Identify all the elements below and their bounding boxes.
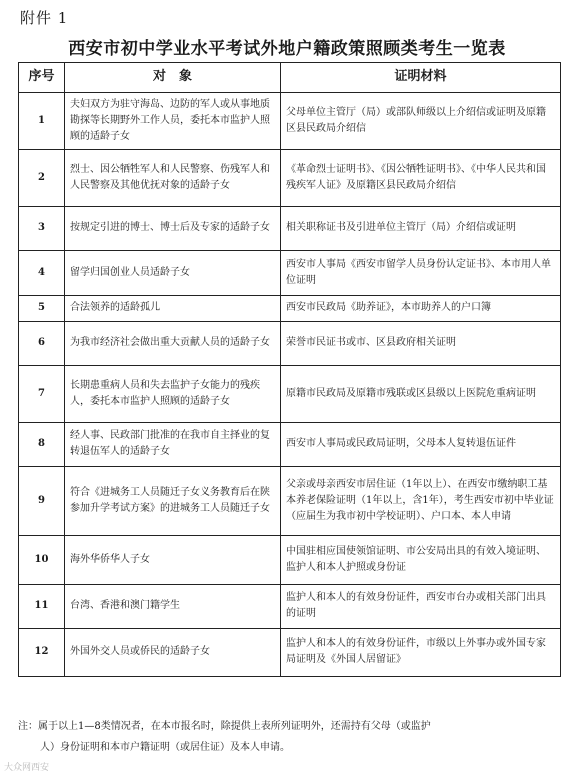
header-target: 对 象 bbox=[65, 63, 281, 93]
row-proof: 监护人和本人的有效身份证件，市级以上外事办或外国专家局证明及《外国人居留证》 bbox=[281, 628, 561, 676]
row-number: 3 bbox=[19, 206, 65, 250]
table-row bbox=[19, 422, 561, 466]
table-row bbox=[19, 206, 561, 250]
row-proof: 西安市民政局《助养证》，本市助养人的户口簿 bbox=[281, 295, 561, 321]
row-target: 按规定引进的博士、博士后及专家的适龄子女 bbox=[65, 206, 281, 250]
row-proof: 西安市人事局或民政局证明，父母本人复转退伍证件 bbox=[281, 422, 561, 466]
row-proof: 中国驻相应国使领馆证明、市公安局出具的有效入境证明、监护人和本人护照或身份证 bbox=[281, 535, 561, 584]
table-row bbox=[19, 628, 561, 676]
table-row bbox=[19, 295, 561, 321]
table-row bbox=[19, 365, 561, 422]
row-number: 9 bbox=[19, 466, 65, 535]
table-row bbox=[19, 535, 561, 584]
table-row bbox=[19, 466, 561, 535]
row-number: 5 bbox=[19, 295, 65, 321]
attachment-label: 附件 1 bbox=[20, 9, 69, 27]
row-number: 7 bbox=[19, 365, 65, 422]
row-target: 长期患重病人员和失去监护子女能力的残疾人，委托本市监护人照顾的适龄子女 bbox=[65, 365, 281, 422]
table-row bbox=[19, 321, 561, 365]
row-number: 11 bbox=[19, 584, 65, 628]
row-number: 10 bbox=[19, 535, 65, 584]
row-target: 为我市经济社会做出重大贡献人员的适龄子女 bbox=[65, 321, 281, 365]
row-number: 6 bbox=[19, 321, 65, 365]
row-target: 台湾、香港和澳门籍学生 bbox=[65, 584, 281, 628]
table-row bbox=[19, 92, 561, 149]
row-proof: 相关职称证书及引进单位主管厅（局）介绍信或证明 bbox=[281, 206, 561, 250]
row-target: 夫妇双方为驻守海岛、边防的军人或从事地质勘探等长期野外工作人员，委托本市监护人照顾的适龄子女 bbox=[65, 92, 281, 149]
row-target: 烈士、因公牺牲军人和人民警察、伤残军人和人民警察及其他优抚对象的适龄子女 bbox=[65, 149, 281, 206]
row-number: 2 bbox=[19, 149, 65, 206]
row-proof: 原籍市民政局及原籍市残联或区县级以上医院危重病证明 bbox=[281, 365, 561, 422]
row-target: 合法领养的适龄孤儿 bbox=[65, 295, 281, 321]
table-row bbox=[19, 584, 561, 628]
footnote-line-1: 注：属于以上1—8类情况者，在本市报名时，除提供上表所列证明外，还需持有父母（或监护 bbox=[18, 721, 431, 732]
row-proof: 父母单位主管厅（局）或部队师级以上介绍信或证明及原籍区县民政局介绍信 bbox=[281, 92, 561, 149]
header-number: 序号 bbox=[19, 63, 65, 93]
policy-table bbox=[18, 62, 561, 677]
watermark: 大众网西安 bbox=[4, 763, 50, 773]
row-number: 1 bbox=[19, 92, 65, 149]
footnote-line-2: 人）身份证明和本市户籍证明（或居住证）及本人申请。 bbox=[40, 742, 290, 753]
row-proof: 西安市人事局《西安市留学人员身份认定证书》、本市用人单位证明 bbox=[281, 250, 561, 295]
document-title: 西安市初中学业水平考试外地户籍政策照顾类考生一览表 bbox=[68, 39, 506, 59]
row-number: 12 bbox=[19, 628, 65, 676]
header-proof: 证明材料 bbox=[281, 63, 561, 93]
table-row bbox=[19, 149, 561, 206]
row-target: 外国外交人员或侨民的适龄子女 bbox=[65, 628, 281, 676]
row-proof: 《革命烈士证明书》、《因公牺牲证明书》、《中华人民共和国残疾军人证》及原籍区县民政局介绍信 bbox=[281, 149, 561, 206]
row-proof: 荣誉市民证书或市、区县政府相关证明 bbox=[281, 321, 561, 365]
row-proof: 监护人和本人的有效身份证件，西安市台办或相关部门出具的证明 bbox=[281, 584, 561, 628]
row-target: 经人事、民政部门批准的在我市自主择业的复转退伍军人的适龄子女 bbox=[65, 422, 281, 466]
row-number: 4 bbox=[19, 250, 65, 295]
footnote bbox=[18, 716, 558, 758]
row-target: 留学归国创业人员适龄子女 bbox=[65, 250, 281, 295]
row-proof: 父亲或母亲西安市居住证（1年以上）、在西安市缴纳职工基本养老保险证明（1年以上，含1年），考生西安市初中毕业证（应届生为我市初中学校证明）、户口本、本人申请 bbox=[281, 466, 561, 535]
table-row bbox=[19, 250, 561, 295]
table-header-row bbox=[19, 63, 561, 93]
row-target: 海外华侨华人子女 bbox=[65, 535, 281, 584]
row-number: 8 bbox=[19, 422, 65, 466]
row-target: 符合《进城务工人员随迁子女义务教育后在陕参加升学考试方案》的进城务工人员随迁子女 bbox=[65, 466, 281, 535]
